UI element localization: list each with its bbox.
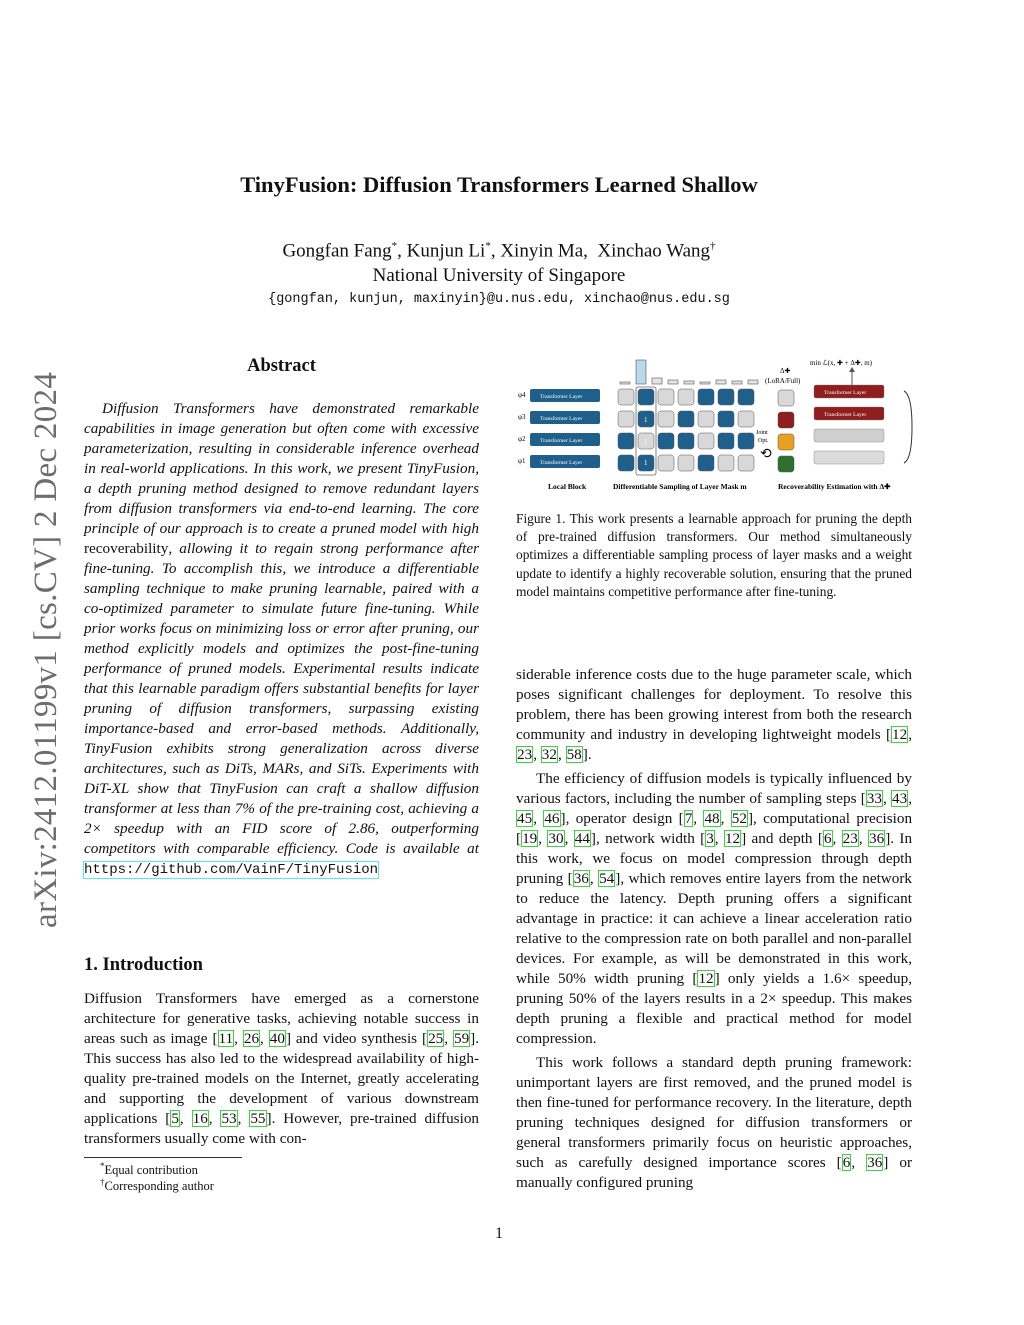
mask-cell <box>658 455 674 471</box>
histogram-bar <box>684 381 694 384</box>
mask-distribution-bars <box>620 360 758 384</box>
mask-cell <box>678 411 694 427</box>
citation-link[interactable]: 7 <box>684 810 693 827</box>
citation-link[interactable]: 5 <box>171 1110 179 1127</box>
citation-link[interactable]: 52 <box>731 810 747 827</box>
citation-link[interactable]: 26 <box>243 1030 260 1047</box>
mask-cell <box>618 389 634 405</box>
delta-cell <box>778 434 794 450</box>
subtitle-recoverability: Recoverability Estimation with Δ✚ <box>778 482 891 491</box>
author-name: Gongfan Fang <box>282 240 392 262</box>
cycle-arrows-icon: ⟲ <box>760 446 772 462</box>
delta-cell <box>778 456 794 472</box>
abstract-heading: Abstract <box>247 356 316 376</box>
body-text: and depth <box>746 830 818 847</box>
footnote-text: Corresponding author <box>104 1179 214 1194</box>
mask-cell <box>698 411 714 427</box>
citation-link[interactable]: 16 <box>192 1110 208 1127</box>
paper-title: TinyFusion: Diffusion Transformers Learned Shallow <box>240 172 758 197</box>
body-text: or manually configured pruning <box>516 1154 913 1191</box>
recovered-layer-box <box>814 429 884 442</box>
delta-update-column <box>778 390 794 472</box>
page-number: 1 <box>495 1225 503 1242</box>
citation-link[interactable]: 33 <box>866 790 882 807</box>
intro-text: Diffusion Transformers have emerged as a cornerstone architecture for generative tasks, achieving notable success in areas such as image <box>84 990 479 1047</box>
phi-label: φ2 <box>518 435 526 443</box>
phi-label: φ4 <box>518 391 526 399</box>
body-text: . <box>587 746 592 763</box>
equal-contribution-mark: * <box>391 240 398 252</box>
intro-text: . However, pre-trained diffusion transformers usually come with con- <box>84 1110 480 1147</box>
mask-cell <box>718 455 734 471</box>
body-text: This work follows a standard depth pruning framework: unimportant layers are first removed, and the pruned model is then fine-tuned for performance recovery. In the literature, depth pruning techniques designed for diffusion transformers or general transformers primarily focus on heuristic approaches, such as carefully designed importance scores <box>516 1054 912 1171</box>
mask-cell <box>618 433 634 449</box>
right-brace <box>904 391 912 463</box>
citation-link[interactable]: 12 <box>724 830 741 847</box>
delta-cell <box>778 412 794 428</box>
mask-cell <box>738 411 754 427</box>
body-text: , computational precision <box>753 810 913 827</box>
body-text: only yields a 1.6× speedup, pruning 50% of the layers results in a 2× speedup. This makes depth pruning a flexible and practical method for model compression. <box>516 970 913 1047</box>
body-text: . In this work, we focus on model compression through depth pruning <box>516 830 913 887</box>
mask-cell <box>678 455 694 471</box>
citation-link[interactable]: 46 <box>544 810 560 827</box>
mask-cell <box>698 433 714 449</box>
recovered-layer-label: Transformer Layer <box>824 412 867 418</box>
recoverability-stack <box>814 367 884 464</box>
citation-link[interactable]: 6 <box>823 830 832 847</box>
intro-body: Diffusion Transformers have emerged as a cornerstone architecture for generative tasks, achieving notable success in areas such as image [11, 26, 40] and video synthesis [25, 59]. This success has also led to the widespread availability of high-quality pre-trained models on the Internet, greatly accelerating and supporting the development of various downstream applications [5, 16, 53, 55]. However, pre-trained diffusion transformers usually come with con- <box>84 990 480 1147</box>
joint-opt-label: Joint <box>756 430 768 436</box>
body-text: , which removes entire layers from the network to reduce the latency. Depth pruning offers a significant advantage in practice: it can achieve a linear acceleration ratio relative to the compression rate on both parallel and non-parallel devices. For example, as will be demonstrated in this work, while 50% width pruning <box>516 870 913 987</box>
author-name: Xinchao Wang <box>597 240 711 262</box>
citation-link[interactable]: 44 <box>574 830 590 847</box>
footnote-equal <box>100 1161 198 1178</box>
recovered-layer-label: Transformer Layer <box>824 390 867 396</box>
objective-label: min ℒ(x, ✚ + Δ✚, m) <box>810 359 872 367</box>
citation-link[interactable]: 53 <box>221 1110 237 1127</box>
citation-link[interactable]: 32 <box>541 746 557 763</box>
corresponding-author-mark: † <box>710 240 716 252</box>
recovered-layer-box <box>814 451 884 464</box>
citation-link[interactable]: 58 <box>566 746 582 763</box>
citation-link[interactable]: 25 <box>428 1030 444 1047</box>
mask-cell <box>678 433 694 449</box>
citation-link[interactable]: 36 <box>867 1154 883 1171</box>
citation-link[interactable]: 12 <box>698 970 714 987</box>
mask-cell <box>718 411 734 427</box>
citation-link[interactable]: 43 <box>892 790 908 807</box>
histogram-bar <box>700 382 710 384</box>
figure-1-caption: Figure 1. This work presents a learnable approach for pruning the depth of pre-trained diffusion transformers. Our method simultaneously optimizes a differentiable sampling process of layer masks and a weight update to identify a highly recoverable solution, ensuring that the pruned model maintains competitive performance after fine-tuning. <box>516 511 912 599</box>
citation-link[interactable]: 54 <box>599 870 615 887</box>
citation-link[interactable]: 48 <box>704 810 720 827</box>
footnote-text: Equal contribution <box>104 1163 198 1178</box>
body-text: siderable inference costs due to the huge parameter scale, which poses significant challenges for deployment. To resolve this problem, there has been growing interest from both the research community and industry in developing lightweight models <box>516 666 912 743</box>
mask-cell <box>698 455 714 471</box>
mask-value-label: 1 <box>644 459 648 467</box>
abstract-text: , allowing it to regain strong performance after fine-tuning. To accomplish this, we introduce a differentiable sampling technique to make pruning learnable, paired with a co-optimized parameter to simulate future fine-tuning. While prior works focus on minimizing loss or error after pruning, our method explicitly models and optimizes the post-fine-tuning performance of pruned models. Experimental results indicate that this learnable paradigm offers substantial benefits for layer pruning of diffusion transformers, surpassing existing importance-based and error-based methods. Additionally, TinyFusion exhibits strong generalization across diverse architectures, such as DiTs, MARs, and SiTs. Experiments with DiT-XL show that TinyFusion can craft a shallow diffusion transformer at less than 7% of the pre-training cost, achieving a 2× speedup with an FID score of 2.86, outperforming competitors with comparable efficiency. Code is available at <box>84 540 479 857</box>
subtitle-sampling: Differentiable Sampling of Layer Mask m <box>613 482 747 491</box>
arxiv-stamp: arXiv:2412.01199v1 [cs.CV] 2 Dec 2024 <box>28 371 64 928</box>
code-link[interactable]: https://github.com/VainF/TinyFusion <box>84 862 379 878</box>
mask-cell <box>738 455 754 471</box>
phi-label: φ3 <box>518 413 526 421</box>
mask-cell <box>618 455 634 471</box>
mask-value-label: 1 <box>644 416 648 424</box>
joint-opt-label: Opt. <box>758 438 769 444</box>
up-arrow-head <box>849 367 855 372</box>
abstract-recoverability: recoverability <box>84 540 169 557</box>
layer-mask-grid <box>618 387 754 475</box>
section-heading-introduction: 1. Introduction <box>84 955 203 975</box>
footnote-mark: * <box>100 1161 105 1171</box>
mask-cell <box>738 389 754 405</box>
equal-contribution-mark: * <box>485 240 491 252</box>
citation-link[interactable]: 11 <box>218 1030 234 1047</box>
citation-link[interactable]: 12 <box>892 726 908 743</box>
citation-link[interactable]: 30 <box>548 830 564 847</box>
histogram-bar <box>668 380 678 384</box>
transformer-layer-label: Transformer Layer <box>540 438 583 444</box>
citation-link[interactable]: 59 <box>453 1030 470 1047</box>
abstract-text: Diffusion Transformers have demonstrated remarkable capabilities in image generation but often come with excessive parameterization, resulting in considerable inference overhead in real-world applications. In this work, we present TinyFusion, a depth pruning method designed to remove redundant layers from diffusion transformers via end-to-end learning. The core principle of our approach is to create a pruned model with high <box>84 400 479 537</box>
lora-label: (LoRA/Full) <box>765 377 801 385</box>
author-name: Kunjun Li <box>406 240 486 262</box>
author-list: Gongfan Fang*, Kunjun Li*, Xinyin Ma, Xinchao Wang† <box>282 240 716 262</box>
citation-link[interactable]: 19 <box>522 830 538 847</box>
mask-cell <box>738 433 754 449</box>
mask-value-label: 1 <box>644 438 648 446</box>
mask-cell <box>638 389 654 405</box>
mask-cell <box>678 389 694 405</box>
citation-link[interactable]: 55 <box>250 1110 266 1127</box>
intro-text: . This success has also led to the widespread availability of high-quality pre-trained models on the Internet, greatly accelerating and supporting the development of various downstream applications <box>84 1030 480 1127</box>
mask-cell <box>658 433 674 449</box>
citation-link[interactable]: 45 <box>517 810 533 827</box>
mask-cell <box>618 411 634 427</box>
footnote-corresponding <box>100 1177 214 1194</box>
author-emails: {gongfan, kunjun, maxinyin}@u.nus.edu, xinchao@nus.edu.sg <box>268 292 730 307</box>
citation-link[interactable]: 36 <box>869 830 885 847</box>
subtitle-local-block: Local Block <box>548 482 587 491</box>
body-text: The efficiency of diffusion models is typically influenced by various factors, including the number of sampling steps <box>516 770 912 807</box>
delta-label: Δ✚ <box>780 367 791 375</box>
abstract-body <box>84 399 479 880</box>
citation-link[interactable]: 23 <box>517 746 533 763</box>
mask-cell <box>698 389 714 405</box>
affiliation: National University of Singapore <box>372 265 626 286</box>
author-name: Xinyin Ma <box>500 240 584 262</box>
citation-link[interactable]: 40 <box>269 1030 285 1047</box>
body-text: , operator design <box>565 810 679 827</box>
transformer-layer-label: Transformer Layer <box>540 416 583 422</box>
mask-cell <box>658 411 674 427</box>
histogram-bar <box>652 378 662 384</box>
histogram-bar <box>748 380 758 384</box>
local-block <box>518 389 600 468</box>
citation-link[interactable]: 6 <box>842 1154 851 1171</box>
phi-label: φ1 <box>518 457 526 465</box>
histogram-bar <box>732 381 742 384</box>
histogram-bar <box>620 382 630 384</box>
citation-link[interactable]: 36 <box>573 870 589 887</box>
histogram-bar <box>636 360 646 384</box>
intro-text: and video synthesis <box>291 1030 423 1047</box>
figure-1-diagram <box>516 355 914 500</box>
mask-cell <box>658 389 674 405</box>
mask-cell <box>718 389 734 405</box>
transformer-layer-label: Transformer Layer <box>540 394 583 400</box>
mask-cell <box>718 433 734 449</box>
right-column-body: siderable inference costs due to the huge parameter scale, which poses significant challenges for deployment. To resolve this problem, there has been growing interest from both the research community and industry in developing lightweight models [12, 23, 32, 58]. The efficiency of diffusion models is typically influenced by various factors, including the number of sampling steps [33, 43, 45, 46], operator design [7, 48, 52], computational precision [19, 30, 44], network width [3, 12] and depth [6, 23, 36]. In this work, we focus on model compression through depth pruning [36, 54], which removes entire layers from the network to reduce the latency. Depth pruning offers a significant advantage in practice: it can achieve a linear acceleration ratio relative to the compression rate on both parallel and non-parallel devices. For example, as will be demonstrated in this work, while 50% width pruning [12] only yields a 1.6× speedup, pruning 50% of the layers results in a 2× speedup. This makes depth pruning a flexible and practical method for model compression. This work follows a standard depth pruning framework: unimportant layers are first removed, and the pruned model is then fine-tuned for performance recovery. In the literature, depth pruning techniques designed for diffusion transformers or general transformers primarily focus on heuristic approaches, such as carefully designed importance scores [6, 36] or manually configured pruning <box>516 666 913 1191</box>
footnote-rule <box>84 1157 242 1158</box>
citation-link[interactable]: 3 <box>706 830 714 847</box>
transformer-layer-label: Transformer Layer <box>540 460 583 466</box>
histogram-bar <box>716 380 726 384</box>
delta-cell <box>778 390 794 406</box>
footnote-mark: † <box>100 1177 105 1187</box>
citation-link[interactable]: 23 <box>842 830 858 847</box>
body-text: , network width <box>595 830 701 847</box>
